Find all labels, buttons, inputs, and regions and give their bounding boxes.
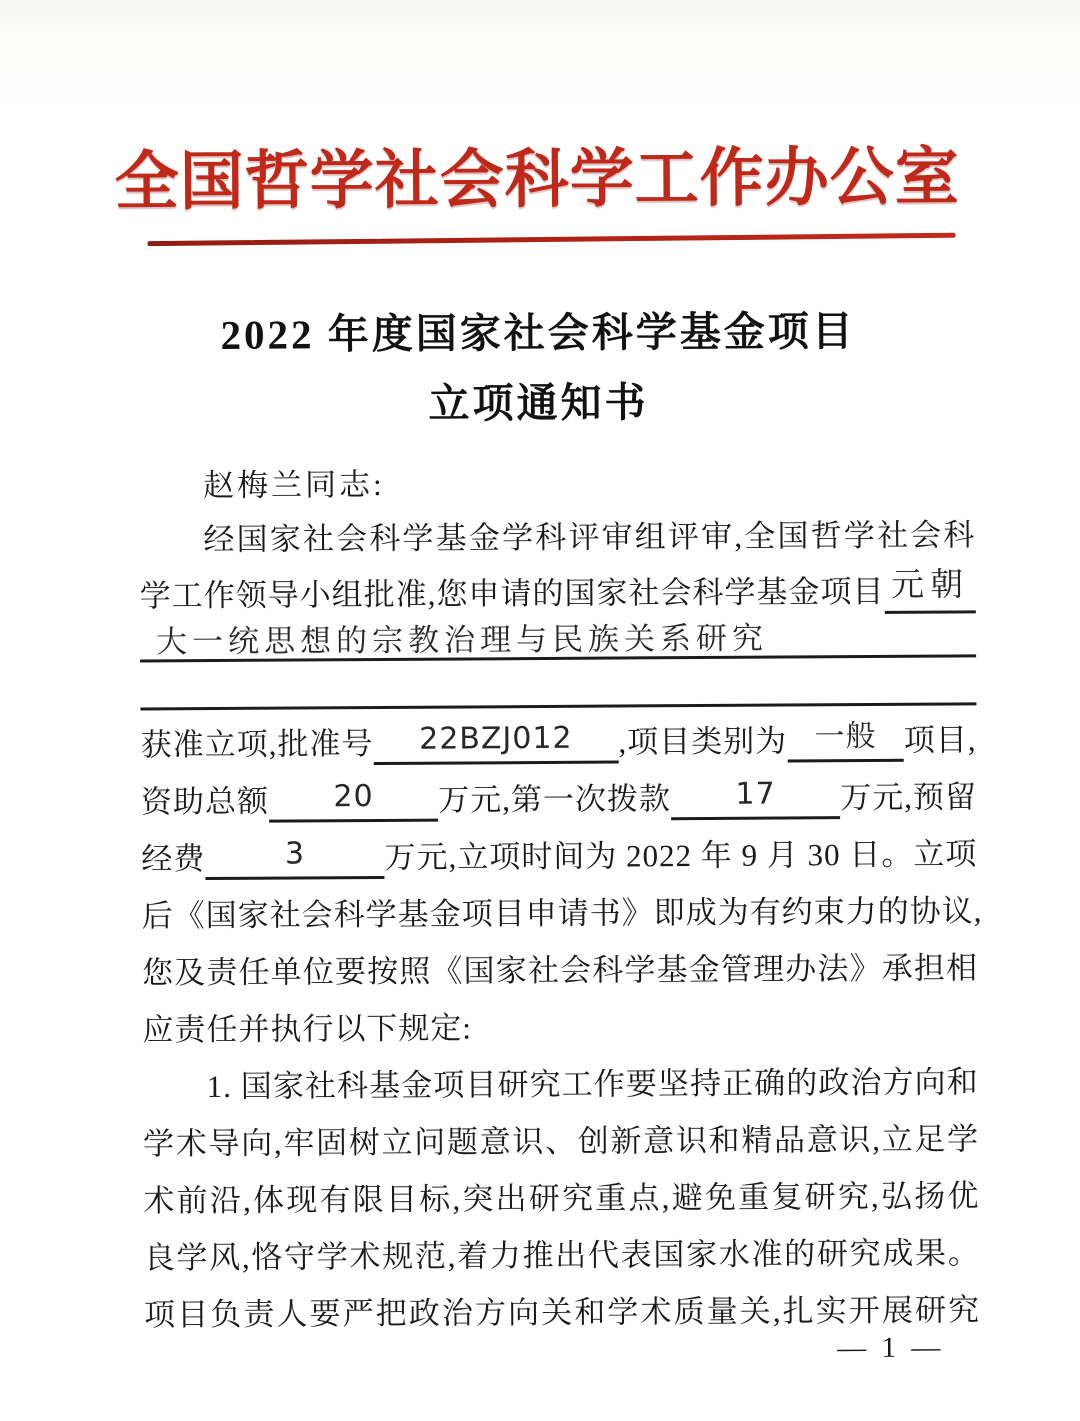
body-text-segment: 学工作领导小组批准,您申请的国家社会科学基金项目 <box>139 573 885 614</box>
letterhead-title: 全国哲学社会科学工作办公室 <box>114 141 960 218</box>
body-line-agreement-2: 您及责任单位要按照《国家社会科学基金管理办法》承担相 <box>141 950 979 991</box>
project-title-rest-value: 大一统思想的宗教治理与民族关系研究 <box>155 620 769 661</box>
project-category-value: 一般 <box>814 718 877 755</box>
project-title-line-field <box>140 619 976 662</box>
letterhead-divider-line <box>148 233 956 246</box>
approval-number-field <box>373 716 618 765</box>
body-line-intro-2 <box>140 563 976 624</box>
body-line-agreement-1: 后《国家社会科学基金项目申请书》即成为有约束力的协议, <box>141 893 983 934</box>
body-line-rule1-5: 项目负责人要严把政治方向关和学术质量关,扎实开展研究 <box>144 1292 981 1333</box>
body-text-segment: 万元,第一次拨款 <box>438 781 672 818</box>
first-payment-value: 17 <box>735 776 776 812</box>
body-text-segment: 经费 <box>141 841 206 877</box>
first-payment-field <box>671 771 841 820</box>
body-line-funding <box>141 768 977 830</box>
body-text-segment: 资助总额 <box>140 783 270 820</box>
letter-body <box>139 507 983 1343</box>
body-line-rule1-3: 术前沿,体现有限目标,突出研究重点,避免重复研究,弘扬优 <box>143 1178 980 1219</box>
approval-number-value: 22BZJ012 <box>419 720 573 757</box>
body-text-segment: 项目, <box>903 722 977 758</box>
body-line-reserved <box>141 825 977 887</box>
reserved-funds-value: 3 <box>284 836 306 872</box>
body-text-segment: 万元,立项时间为 2022 年 9 月 30 日。立项 <box>384 836 978 875</box>
page-number: — 1 — <box>837 1331 945 1365</box>
reserved-funds-field <box>205 831 385 880</box>
body-text-segment: ,项目类别为 <box>618 723 788 760</box>
total-funding-value: 20 <box>333 779 374 815</box>
document-title-line2: 立项通知书 <box>428 379 649 427</box>
salutation: 赵梅兰同志: <box>202 466 385 504</box>
blank-underline-row <box>140 657 976 710</box>
total-funding-field <box>269 774 439 823</box>
body-line-rule1-2: 学术导向,牢固树立问题意识、创新意识和精品意识,立足学 <box>142 1121 980 1162</box>
body-line-rule1-4: 良学风,恪守学术规范,着力推出代表国家水准的研究成果。 <box>143 1235 980 1276</box>
document-title-line1: 2022 年度国家社会科学基金项目 <box>220 308 856 358</box>
project-title-start-value: 元朝 <box>890 563 970 604</box>
document-title <box>0 295 1079 442</box>
body-line-intro-1: 经国家社会科学基金学科评审组评审,全国哲学社会科 <box>203 517 976 558</box>
project-title-start-field <box>884 565 976 614</box>
body-line-approval <box>140 711 976 773</box>
body-text-segment: 万元,预留 <box>840 779 978 816</box>
body-line-rule1-1: 1. 国家社科基金项目研究工作要坚持正确的政治方向和 <box>206 1064 979 1105</box>
project-category-field <box>787 714 904 763</box>
body-line-agreement-3: 应责任并执行以下规定: <box>142 1010 473 1048</box>
body-text-segment: 获准立项,批准号 <box>140 726 374 763</box>
